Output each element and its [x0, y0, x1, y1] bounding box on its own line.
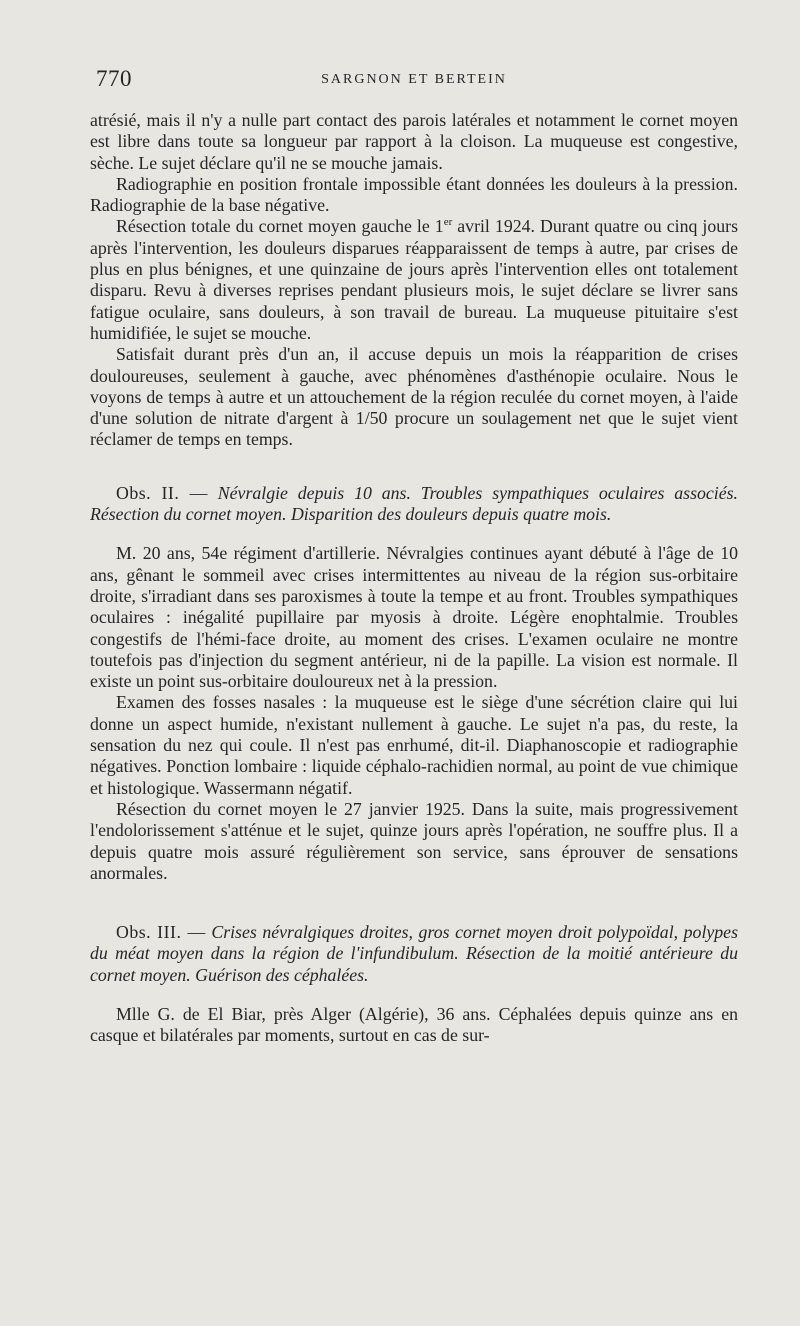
paragraph: Radiographie en position frontale impossible étant données les douleurs à la pression. Radiographie de la base négative.: [90, 173, 738, 216]
running-head: SARGNON ET BERTEIN: [321, 72, 507, 87]
body-text: [90, 110, 738, 1047]
observation-title: Névralgie depuis 10 ans. Troubles sympathiques oculaires associés. Résection du cornet moyen. Disparition des douleurs depuis quatre mois.: [90, 482, 738, 525]
paragraph: Satisfait durant près d'un an, il accuse depuis un mois la réapparition de crises douloureuses, seulement à gauche, avec phénomènes d'asthénopie oculaire. Nous le voyons de temps à autre et un attouchement de la région reculée du cornet moyen, à l'aide d'une solution de nitrate d'argent à 1/50 procure un soulagement net que le sujet vient réclamer de temps en temps.: [90, 344, 738, 450]
observation-heading: [90, 922, 738, 986]
paragraph: [90, 216, 738, 344]
paragraph: Résection du cornet moyen le 27 janvier 1925. Dans la suite, mais progressivement l'endolorissement s'atténue et le sujet, quinze jours après l'opération, ne souffre plus. Il a depuis quatre mois assuré régulièrement son service, sans éprouver de sensations anormales.: [90, 798, 738, 883]
page-number: 770: [96, 66, 132, 91]
paragraph: M. 20 ans, 54e régiment d'artillerie. Névralgies continues ayant débuté à l'âge de 10 ans, gênant le sommeil avec crises intermittentes au niveau de la région sus-orbitaire droite, s'irradiant dans ses paroxismes à toute la tempe et au front. Troubles sympathiques oculaires : inégalité pupillaire par myosis à droite. Légère enophtalmie. Troubles congestifs de l'hémi-face droite, au moment des crises. L'examen oculaire ne montre toutefois pas d'injection du segment antérieur, ni de la papille. La vision est normale. Il existe un point sus-orbitaire douloureux net à la pression.: [90, 543, 738, 692]
observation-heading: [90, 483, 738, 526]
paragraph: Mlle G. de El Biar, près Alger (Algérie), 36 ans. Céphalées depuis quinze ans en casque et bilatérales par moments, surtout en cas de sur-: [90, 1003, 738, 1046]
superscript: er: [443, 216, 453, 229]
observation-title: Crises névralgiques droites, gros cornet moyen droit polypoïdal, polypes du méat moyen dans la région de l'infundibulum. Résection de la moitié antérieure du cornet moyen. Guérison des céphalées.: [90, 922, 738, 985]
observation-label: Obs. III. —: [116, 922, 206, 943]
page-header: [96, 66, 732, 96]
observation-label: Obs. II. —: [116, 482, 208, 503]
paragraph: Examen des fosses nasales : la muqueuse est le siège d'une sécrétion claire qui lui donne un aspect humide, n'existant nullement à gauche. Le sujet n'a pas, du reste, la sensation du nez qui coule. Il n'est pas enrhumé, dit-il. Diaphanoscopie et radiographie négatives. Ponction lombaire : liquide céphalo-rachidien normal, au point de vue chimique et histologique. Wassermann négatif.: [90, 692, 738, 798]
paragraph-text: avril 1924. Durant quatre ou cinq jours après l'intervention, les douleurs disparues réapparaissent de temps à autre, par crises de plus en plus bénignes, et une quinzaine de jours après l'intervention elles ont totalement disparu. Revu à diverses reprises pendant plusieurs mois, le sujet déclare se livrer sans fatigue oculaire, sans douleurs, à son travail de bureau. La muqueuse pituitaire s'est humidifiée, le sujet se mouche.: [90, 216, 738, 343]
paragraph: atrésié, mais il n'y a nulle part contact des parois latérales et notamment le cornet moyen est libre dans toute sa longueur par rapport à la cloison. La muqueuse est congestive, sèche. Le sujet déclare qu'il ne se mouche jamais.: [90, 110, 738, 173]
paragraph-text: Résection totale du cornet moyen gauche le 1: [116, 216, 444, 237]
